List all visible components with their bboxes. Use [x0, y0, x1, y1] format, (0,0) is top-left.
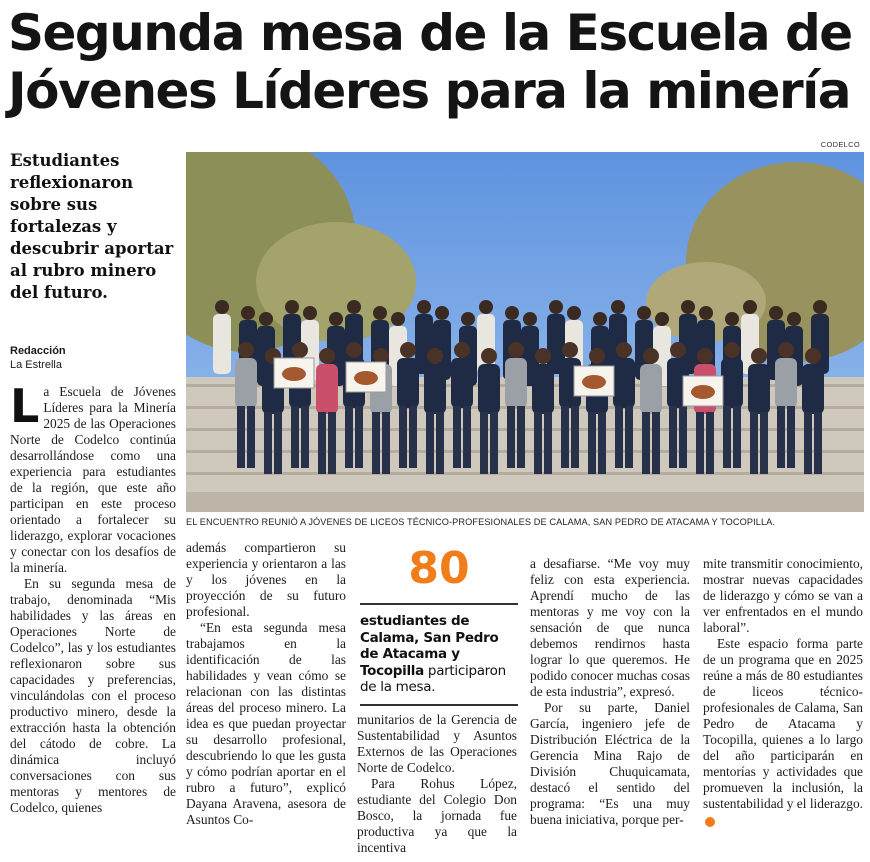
student-head	[481, 348, 497, 364]
student-head	[670, 342, 686, 358]
student-head	[391, 312, 405, 326]
student-head	[319, 348, 335, 364]
student-head	[655, 312, 669, 326]
student-head	[549, 300, 563, 314]
animal-drawing	[582, 375, 606, 389]
student	[775, 358, 797, 408]
end-mark-icon: ✪	[705, 817, 715, 827]
body-paragraph: “En esta segunda mesa trabajamos en la identificación de las habilidades y vean cómo se relacionan con las distintas áreas del proceso minero. La idea es que puedan proyectar su desarrollo profesional, descubriendo lo que les gusta y cómo podrían aportar en el rubro a futuro”, explicó Dayana Aravena, asesora de Asuntos Co-	[186, 620, 346, 827]
student-head	[681, 300, 695, 314]
student-leg	[507, 406, 515, 468]
student-head	[616, 342, 632, 358]
student-head	[697, 348, 713, 364]
animal-drawing	[354, 371, 378, 385]
student-leg	[625, 406, 633, 468]
student-head	[508, 342, 524, 358]
photo-credit: CODELCO	[820, 140, 860, 149]
body-paragraph: munitarios de la Gerencia de Sustentabilidad y Asuntos Externos de las Operaciones Norte de Codelco.	[357, 712, 517, 775]
group-photo-illustration	[186, 152, 864, 512]
article-column-5	[703, 556, 863, 828]
body-paragraph: Por su parte, Daniel García, ingeniero jefe de Distribución Eléctrica de la Gerencia Mina Rajo de División Chuquicamata, destacó el sentido del programa: “Es una muy buena iniciativa, porque per-	[530, 700, 690, 827]
student-head	[535, 348, 551, 364]
student	[451, 358, 473, 408]
student-head	[241, 306, 255, 320]
student-leg	[652, 412, 660, 474]
student-leg	[804, 412, 812, 474]
student-leg	[328, 412, 336, 474]
student	[316, 364, 338, 414]
student-head	[637, 306, 651, 320]
student-leg	[723, 406, 731, 468]
pull-quote-rule	[360, 603, 518, 605]
body-paragraph: además compartieron su experiencia y orientaron a las y los jóvenes en la proyección de su futuro profesional.	[186, 540, 346, 619]
student-leg	[679, 406, 687, 468]
student-head	[593, 312, 607, 326]
student-leg	[345, 406, 353, 468]
pull-quote-number: 80	[408, 543, 470, 594]
student-leg	[237, 406, 245, 468]
article-column-4	[530, 556, 690, 828]
student-head	[813, 300, 827, 314]
student-head	[787, 312, 801, 326]
student-leg	[436, 412, 444, 474]
student-leg	[777, 406, 785, 468]
animal-drawing	[282, 367, 306, 381]
ground	[186, 492, 864, 512]
student-head	[427, 348, 443, 364]
student-leg	[409, 406, 417, 468]
photo-caption: EL ENCUENTRO REUNIÓ A JÓVENES DE LICEOS TÉCNICO-PROFESIONALES DE CALAMA, SAN PEDRO DE ATACAMA Y TOCOPILLA.	[186, 517, 776, 527]
animal-drawing	[691, 385, 715, 399]
student-leg	[669, 406, 677, 468]
group-photo	[186, 152, 864, 512]
student-leg	[247, 406, 255, 468]
article-column-2	[186, 540, 346, 828]
student-head	[285, 300, 299, 314]
student	[213, 314, 231, 374]
headline: Segunda mesa de la Escuela de Jóvenes Líderes para la minería	[8, 4, 852, 120]
student-leg	[750, 412, 758, 474]
student-leg	[571, 406, 579, 468]
student-head	[238, 342, 254, 358]
student-head	[805, 348, 821, 364]
student-head	[435, 306, 449, 320]
student-leg	[706, 412, 714, 474]
student	[397, 358, 419, 408]
student-head	[743, 300, 757, 314]
student-head	[329, 312, 343, 326]
student-leg	[480, 412, 488, 474]
student-leg	[642, 412, 650, 474]
student-head	[611, 300, 625, 314]
student-head	[562, 342, 578, 358]
body-paragraph: La Escuela de Jóvenes Líderes para la Minería 2025 de las Operaciones Norte de Codelco continúa desarrollándose como una experiencia para estudiantes de la región, que este año participan en este proceso orientado a fortalecer su liderazgo, explorar vocaciones y conectar con los desafíos de la minería.	[10, 379, 176, 575]
student	[424, 364, 446, 414]
student-head	[303, 306, 317, 320]
student-leg	[615, 406, 623, 468]
byline-outlet: La Estrella	[10, 359, 62, 371]
student-leg	[696, 412, 704, 474]
student-head	[292, 342, 308, 358]
student-leg	[372, 412, 380, 474]
student-leg	[561, 406, 569, 468]
student-leg	[544, 412, 552, 474]
body-paragraph: Para Rohus López, estudiante del Colegio Don Bosco, la jornada fue productiva ya que la incentiva	[357, 776, 517, 855]
pull-quote-rule	[360, 704, 518, 706]
student-head	[725, 312, 739, 326]
student-leg	[490, 412, 498, 474]
student-leg	[382, 412, 390, 474]
student-leg	[517, 406, 525, 468]
student-head	[778, 342, 794, 358]
student-head	[479, 300, 493, 314]
student-head	[454, 342, 470, 358]
student-leg	[355, 406, 363, 468]
student-head	[724, 342, 740, 358]
student-head	[751, 348, 767, 364]
student-head	[347, 300, 361, 314]
student-leg	[588, 412, 596, 474]
student	[721, 358, 743, 408]
student-head	[215, 300, 229, 314]
byline-author: Redacción	[10, 345, 66, 357]
article-column-3	[357, 712, 517, 856]
student	[478, 364, 500, 414]
student	[613, 358, 635, 408]
student	[505, 358, 527, 408]
student-head	[417, 300, 431, 314]
student-leg	[264, 412, 272, 474]
body-paragraph: mite transmitir conocimiento, mostrar nuevas capacidades de liderazgo y cómo se van a ver enfrentados en el mundo laboral”.	[703, 556, 863, 635]
student-leg	[301, 406, 309, 468]
student	[802, 364, 824, 414]
student-leg	[463, 406, 471, 468]
student	[640, 364, 662, 414]
body-paragraph: En su segunda mesa de trabajo, denominada “Mis habilidades y las áreas en Operaciones Norte de Codelco”, las y los estudiantes reflexionaron sobre sus capacidades y preferencias, vinculándolas con el proceso productivo minero, desde la extracción hasta la obtención del cátodo de cobre. La dinámica incluyó conversaciones con sus mentoras y mentores de Codelco, quienes	[10, 576, 176, 815]
student-leg	[814, 412, 822, 474]
student-leg	[733, 406, 741, 468]
student-leg	[426, 412, 434, 474]
student-head	[259, 312, 273, 326]
student	[748, 364, 770, 414]
byline	[10, 344, 178, 372]
student-head	[400, 342, 416, 358]
student-head	[505, 306, 519, 320]
student-leg	[787, 406, 795, 468]
student-head	[699, 306, 713, 320]
student-head	[769, 306, 783, 320]
student-head	[643, 348, 659, 364]
dropcap: L	[10, 379, 40, 433]
student-head	[346, 342, 362, 358]
student-leg	[318, 412, 326, 474]
student-head	[523, 312, 537, 326]
body-paragraph: a desafiarse. “Me voy muy feliz con esta experiencia. Aprendí mucho de las mentoras y me voy con la sensación de que nunca debemos rendirnos hasta lograr lo que queremos. He podido conocer muchas cosas de esta industria”, expresó.	[530, 556, 690, 699]
pull-quote	[360, 545, 518, 706]
pull-quote-text: estudiantes de Calama, San Pedro de Atacama y Tocopilla participaron de la mesa.	[360, 613, 506, 695]
student-head	[567, 306, 581, 320]
student-leg	[534, 412, 542, 474]
student-leg	[760, 412, 768, 474]
student-leg	[399, 406, 407, 468]
student-head	[589, 348, 605, 364]
article-column-1	[10, 379, 176, 816]
body-paragraph: Este espacio forma parte de un programa que en 2025 reúne a más de 80 estudiantes de liceos técnico-profesionales de Calama, San Pedro de Atacama y Tocopilla, quienes a lo largo del año participarán en mentorías y actividades que promueven la inclusión, la sustentabilidad y el liderazgo. ✪	[703, 636, 863, 826]
student-leg	[598, 412, 606, 474]
student-leg	[453, 406, 461, 468]
student-head	[373, 306, 387, 320]
deck-subtitle: Estudiantes reflexionaron sobre sus fortalezas y descubrir aportar al rubro minero del futuro.	[10, 151, 174, 302]
student	[532, 364, 554, 414]
student-leg	[291, 406, 299, 468]
student-head	[461, 312, 475, 326]
student-leg	[274, 412, 282, 474]
student	[235, 358, 257, 408]
